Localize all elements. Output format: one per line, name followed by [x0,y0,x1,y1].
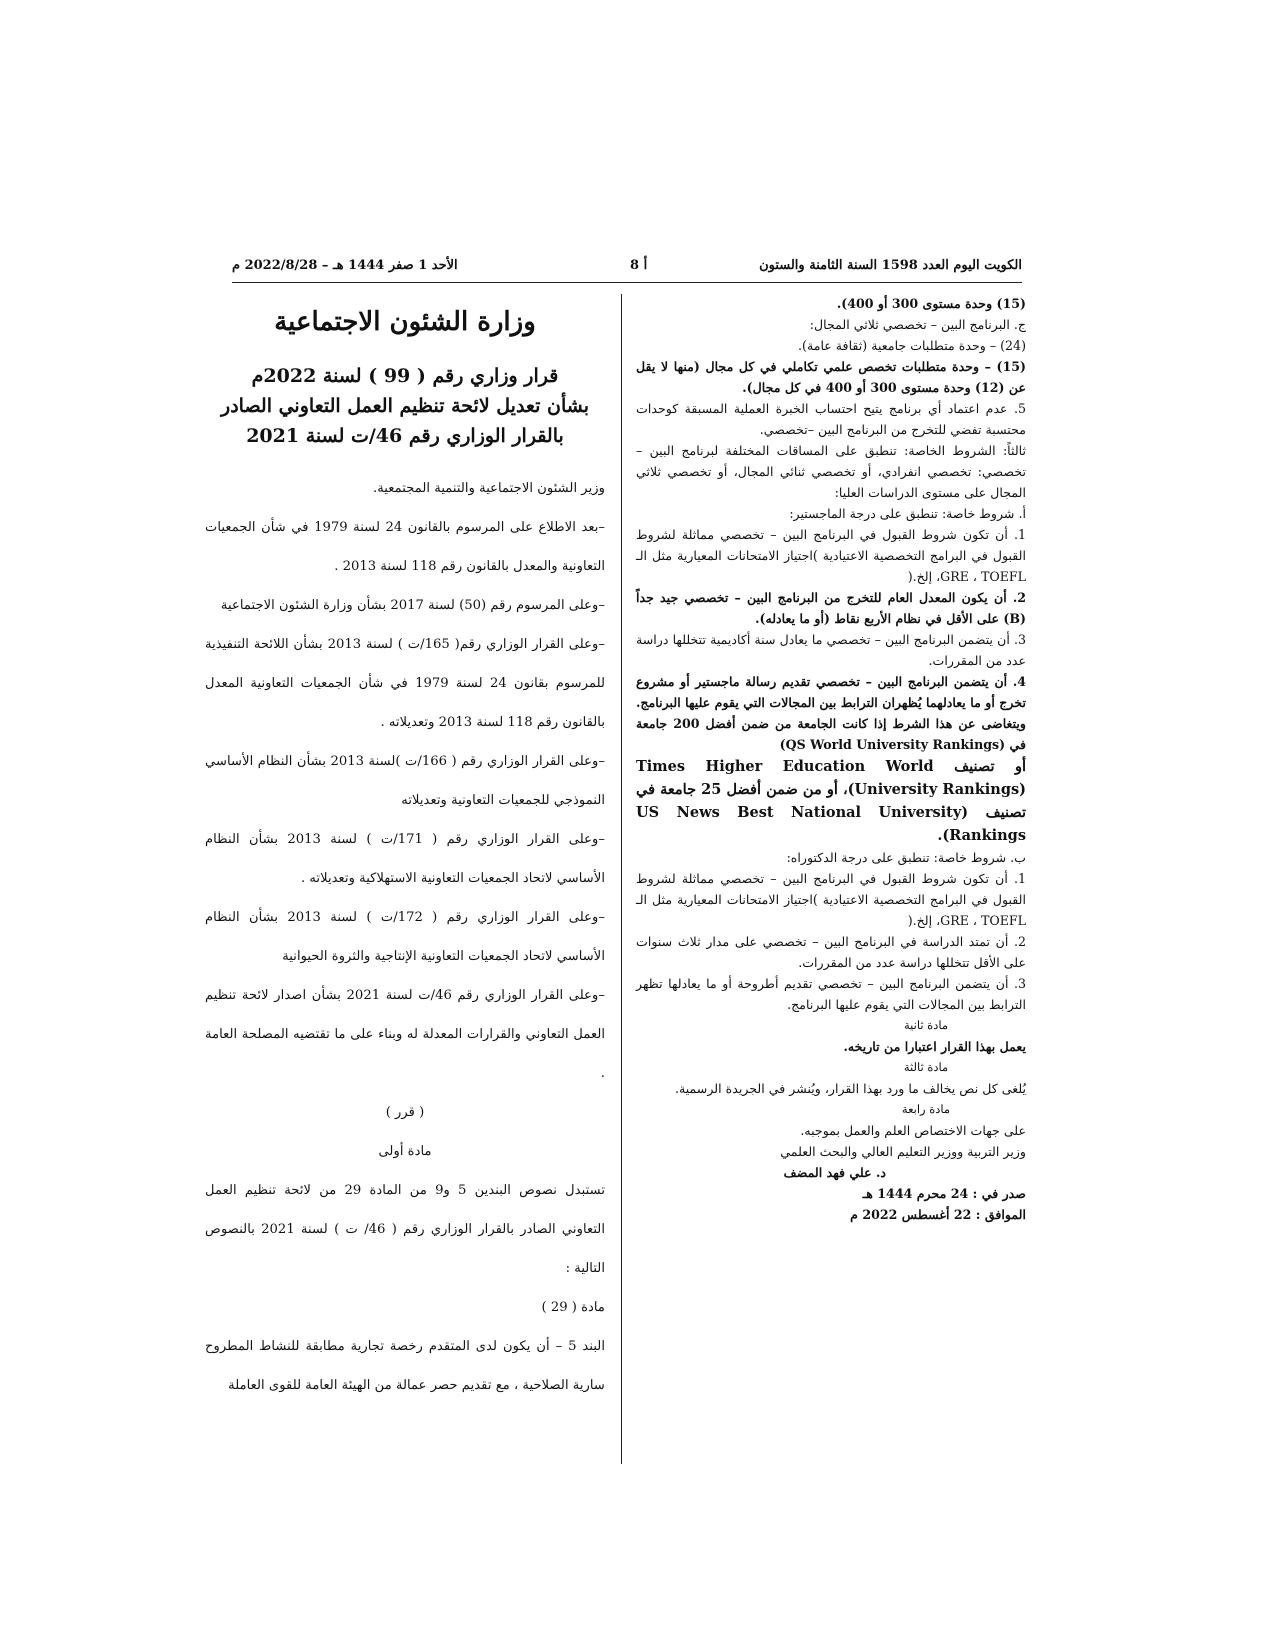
right-paragraph: (24) – وحدة متطلبات جامعية (ثقافة عامة). [798,338,1026,353]
left-paragraph: –وعلى القرار الوزاري رقم ( 166/ت )لسنة 2013 بشأن النظام الأساسي النموذجي للجمعيات التعاونية وتعديلاته [205,754,606,808]
right-column [636,293,1026,1225]
right-paragraph: مادة ثانية [903,1018,948,1032]
decision-title [205,361,605,451]
right-paragraph: 1. أن تكون شروط القبول في البرنامج البين – تخصصي مماثلة لشروط القبول في البرامج التخصصية الاعتيادية )اجتياز الامتحانات المعيارية مثل الـ GRE ، TOEFL، إلخ.( [636,871,1026,928]
right-paragraph: (15) – وحدة متطلبات تخصص علمي تكاملي في كل مجال (منها لا يقل عن (12) وحدة مستوى 300 أو 400 في كل مجال). [636,359,1026,395]
header-publication: الكويت اليوم العدد 1598 السنة الثامنة والستون [759,258,1022,273]
left-paragraph: مادة أولى [378,1144,432,1159]
left-paragraph: –وعلى القرار الوزاري رقم 46/ت لسنة 2021 بشأن اصدار لائحة تنظيم العمل التعاوني والقرارات المعدلة له وبناء على ما تقتضيه المصلحة العامة . [205,988,605,1081]
right-paragraph: 2. أن تمتد الدراسة في البرنامج البين – تخصصي على مدار ثلاث سنوات على الأقل تتخللها دراسة عدد من المقررات. [636,934,1026,970]
left-paragraph: –بعد الاطلاع على المرسوم بالقانون 24 لسنة 1979 في شأن الجمعيات التعاونية والمعدل بالقانون رقم 118 لسنة 2013 . [205,520,606,574]
right-paragraph: أ. شروط خاصة: تنطبق على درجة الماجستير: [789,506,1026,521]
right-paragraph: على جهات الاختصاص العلم والعمل بموجبه. [800,1123,1026,1138]
left-paragraph: –وعلى القرار الوزاري رقم ( 171/ت ) لسنة 2013 بشأن النظام الأساسي لاتحاد الجمعيات التعاونية الاستهلاكية وتعديلاته . [205,832,605,886]
right-paragraph: الموافق : 22 أغسطس 2022 م [850,1207,1026,1222]
left-paragraph: ( قرر ) [385,1105,425,1120]
right-paragraph: ب. شروط خاصة: تنطبق على درجة الدكتوراه: [786,850,1026,865]
right-paragraph: 3. أن يتضمن البرنامج البين – تخصصي ما يعادل سنة أكاديمية تتخللها دراسة عدد من المقررات. [636,632,1026,668]
decision-title-line: بشأن تعديل لائحة تنظيم العمل التعاوني الصادر [221,395,589,417]
ministry-heading: وزارة الشئون الاجتماعية [274,307,536,337]
right-paragraph: مادة رابعة [901,1102,951,1116]
right-paragraph: وزير التربية ووزير التعليم العالي والبحث العلمي [780,1144,1026,1159]
right-paragraph: ج. البرنامج البين – تخصصي ثلاثي المجال: [809,317,1026,332]
right-paragraph: 3. أن يتضمن البرنامج البين – تخصصي تقديم أطروحة أو ما يعادلها تظهر الترابط بين المجالات التي يقوم عليها البرنامج. [636,976,1026,1012]
right-paragraph: يُلغى كل نص يخالف ما ورد بهذا القرار، ويُنشر في الجريدة الرسمية. [674,1081,1026,1096]
right-paragraph: يعمل بهذا القرار اعتبارا من تاريخه. [843,1039,1026,1054]
right-paragraph: ثالثاً: الشروط الخاصة: تنطبق على المساقات المختلفة لبرنامج البين – تخصصي: تخصصي انفرادي، أو تخصصي ثنائي المجال، أو تخصصي ثلاثي المجال على مستوى الدراسات العليا: [636,443,1026,500]
page-header [232,258,1022,283]
left-paragraph: البند 5 – أن يكون لدى المتقدم رخصة تجارية مطابقة للنشاط المطروح سارية الصلاحية ، مع تقديم حصر عمالة من الهيئة العامة للقوى العاملة [205,1339,605,1393]
left-paragraphs [205,469,605,1405]
decision-title-line: قرار وزاري رقم ( 99 ) لسنة 2022م [251,365,559,387]
right-paragraph: د. علي فهد المضف [783,1165,886,1180]
decision-title-line: بالقرار الوزاري رقم 46/ت لسنة 2021 [246,425,564,447]
right-paragraph: صدر في : 24 محرم 1444 هـ [862,1186,1026,1201]
right-paragraph: 5. عدم اعتماد أي برنامج يتيح احتساب الخبرة العملية المسبقة كوحدات محتسبة تفضي للتخرج من البرنامج البين –تخصصي. [636,401,1026,437]
left-paragraph: –وعلى القرار الوزاري رقم ( 172/ت ) لسنة 2013 بشأن النظام الأساسي لاتحاد الجمعيات التعاونية الإنتاجية والثروة الحيوانية [205,910,605,964]
right-paragraph: أو تصنيف Times Higher Education World (University Rankings)، أو من ضمن أفضل 25 جامعة في تصنيف US News Best National University) (Rankings. [636,758,1026,844]
header-page-number: أ 8 [630,258,648,273]
right-paragraph: 4. أن يتضمن البرنامج البين – تخصصي تقديم رسالة ماجستير أو مشروع تخرج أو ما يعادلهما يُظهران الترابط بين المجالات التي يقوم عليها البرنامج. ويتغاضى عن هذا الشرط إذا كانت الجامعة من ضمن أفضل 200 جامعة في (QS World University Rankings) [636,674,1026,752]
right-paragraph: 1. أن تكون شروط القبول في البرنامج البين – تخصصي مماثلة لشروط القبول في البرامج التخصصية الاعتيادية )اجتياز الامتحانات المعيارية مثل الـ GRE ، TOEFL، إلخ.( [636,527,1026,584]
left-paragraph: وزير الشئون الاجتماعية والتنمية المجتمعية. [373,481,605,496]
header-date: الأحد 1 صفر 1444 هـ – 2022/8/28 م [232,258,458,273]
left-paragraph: مادة ( 29 ) [541,1300,605,1315]
right-paragraph: 2. أن يكون المعدل العام للتخرج من البرنامج البين – تخصصي جيد جداً (B) على الأقل في نظام الأربع نقاط (أو ما يعادله). [636,590,1026,626]
left-column [205,305,605,1405]
left-paragraph: تستبدل نصوص البندين 5 و9 من المادة 29 من لائحة تنظيم العمل التعاوني الصادر بالقرار الوزاري رقم ( 46/ ت ) لسنة 2021 بالنصوص التالية : [205,1183,606,1276]
right-paragraph: مادة ثالثة [903,1060,949,1074]
left-paragraph: –وعلى القرار الوزاري رقم( 165/ت ) لسنة 2013 بشأن اللائحة التنفيذية للمرسوم بقانون 24 لسنة 1979 في شأن الجمعيات التعاونية المعدل بالقانون رقم 118 لسنة 2013 وتعديلاته . [205,637,606,730]
left-paragraph: –وعلى المرسوم رقم (50) لسنة 2017 بشأن وزارة الشئون الاجتماعية [220,598,605,613]
column-divider [621,294,622,1464]
right-paragraph: (15) وحدة مستوى 300 أو 400). [836,296,1026,311]
